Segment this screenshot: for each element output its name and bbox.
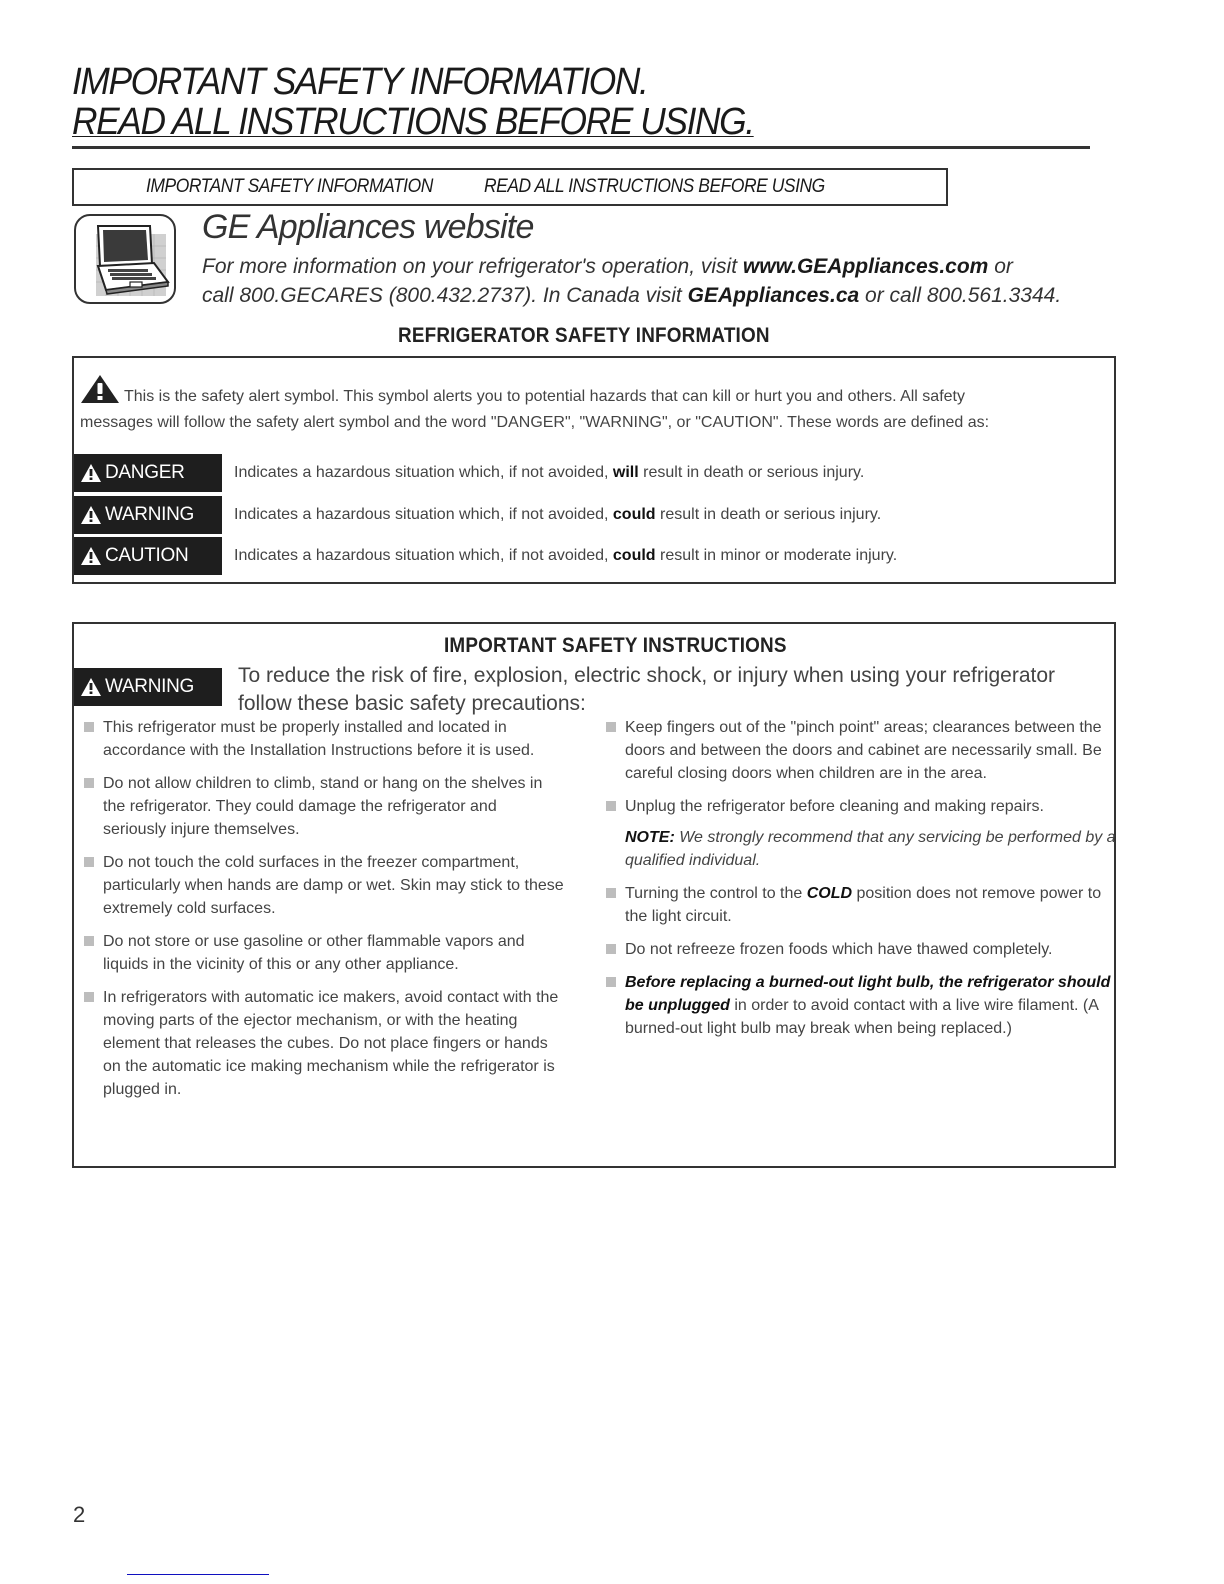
website-link-ca[interactable]: GEAppliances.ca bbox=[687, 284, 860, 307]
list-item: Unplug the refrigerator before cleaning and making repairs. bbox=[606, 795, 1116, 818]
list-item: Do not refreeze frozen foods which have thawed completely. bbox=[606, 938, 1116, 961]
instructions-right-column bbox=[606, 716, 1116, 1050]
title-line-1: IMPORTANT SAFETY INFORMATION. bbox=[72, 61, 648, 103]
laptop-icon bbox=[74, 214, 176, 304]
list-item: Keep fingers out of the "pinch point" areas; clearances between the doors and between the doors and cabinet are necessarily small. Be careful closing doors when children are in the area. bbox=[606, 716, 1116, 785]
caution-badge: CAUTION bbox=[74, 537, 222, 575]
refrigerator-safety-heading: REFRIGERATOR SAFETY INFORMATION bbox=[398, 324, 770, 347]
banner-left-text: IMPORTANT SAFETY INFORMATION bbox=[146, 176, 433, 197]
signal-description: Indicates a hazardous situation which, if not avoided, will result in death or serious injury. bbox=[234, 464, 865, 481]
title-line-2: READ ALL INSTRUCTIONS BEFORE USING. bbox=[72, 101, 754, 143]
bullet-icon bbox=[84, 992, 94, 1002]
signal-row-danger bbox=[74, 454, 864, 492]
website-info: For more information on your refrigerator's operation, visit www.GEAppliances.com or call 800.GECARES (800.432.2737). In Canada visit GEAppliances.ca or call 800.561.3344. bbox=[202, 255, 1062, 307]
page-title bbox=[72, 62, 1021, 142]
alert-intro: This is the safety alert symbol. This symbol alerts you to potential hazards that can kill or hurt you and others. All safety messages will follow the safety alert symbol and the word "DANGER", "WARNING", or "CAUTION". These words are defined as: bbox=[80, 374, 1114, 436]
bullet-icon bbox=[606, 801, 616, 811]
danger-badge: DANGER bbox=[74, 454, 222, 492]
list-item: Do not touch the cold surfaces in the freezer compartment, particularly when hands are damp or wet. Skin may stick to these extremely cold surfaces. bbox=[84, 851, 564, 920]
warning-triangle-icon bbox=[80, 505, 102, 525]
bullet-icon bbox=[84, 722, 94, 732]
warning-triangle-icon bbox=[80, 463, 102, 483]
list-item: Do not allow children to climb, stand or hang on the shelves in the refrigerator. They could damage the refrigerator and seriously injure themselves. bbox=[84, 772, 564, 841]
safety-instructions-box bbox=[72, 622, 1116, 1168]
signal-description: Indicates a hazardous situation which, if not avoided, could result in death or serious injury. bbox=[234, 506, 882, 523]
header-banner bbox=[72, 168, 948, 206]
bullet-icon bbox=[606, 944, 616, 954]
footer-line bbox=[127, 1574, 269, 1575]
bullet-icon bbox=[606, 977, 616, 987]
instructions-left-column bbox=[84, 716, 564, 1111]
warning-badge: WARNING bbox=[74, 496, 222, 534]
list-item: Before replacing a burned-out light bulb, the refrigerator should be unplugged in order to avoid contact with a live wire filament. (A burned-out light bulb may break when being replaced.) bbox=[606, 971, 1116, 1040]
signal-row-warning bbox=[74, 496, 881, 534]
bullet-icon bbox=[606, 722, 616, 732]
warning-badge: WARNING bbox=[74, 668, 222, 706]
bullet-icon bbox=[606, 888, 616, 898]
warning-triangle-icon bbox=[80, 677, 102, 697]
signal-description: Indicates a hazardous situation which, if not avoided, could result in minor or moderate injury. bbox=[234, 547, 898, 564]
title-divider bbox=[72, 146, 1090, 149]
instructions-heading: IMPORTANT SAFETY INSTRUCTIONS bbox=[444, 634, 787, 657]
bullet-icon bbox=[84, 778, 94, 788]
warning-triangle-icon bbox=[80, 546, 102, 566]
website-link-us[interactable]: www.GEAppliances.com bbox=[742, 255, 989, 278]
website-title: GE Appliances website bbox=[202, 208, 534, 246]
list-item: In refrigerators with automatic ice makers, avoid contact with the moving parts of the ejector mechanism, or with the heating element that releases the cubes. Do not place fingers or hands on the automatic ice making mechanism while the refrigerator is plugged in. bbox=[84, 986, 564, 1101]
safety-alert-icon bbox=[80, 374, 120, 404]
instructions-lead: To reduce the risk of fire, explosion, electric shock, or injury when using your refrigerator follow these basic safety precautions: bbox=[238, 664, 1056, 715]
page-number: 2 bbox=[73, 1502, 86, 1527]
list-item: Do not store or use gasoline or other flammable vapors and liquids in the vicinity of this or any other appliance. bbox=[84, 930, 564, 976]
list-item: Turning the control to the COLD position does not remove power to the light circuit. bbox=[606, 882, 1116, 928]
list-item: This refrigerator must be properly installed and located in accordance with the Installation Instructions before it is used. bbox=[84, 716, 564, 762]
bullet-icon bbox=[84, 857, 94, 867]
banner-right-text: READ ALL INSTRUCTIONS BEFORE USING bbox=[484, 176, 825, 197]
safety-alert-box bbox=[72, 356, 1116, 584]
bullet-icon bbox=[84, 936, 94, 946]
signal-row-caution bbox=[74, 537, 897, 575]
servicing-note: NOTE: We strongly recommend that any servicing be performed by a qualified individual. bbox=[625, 829, 1116, 869]
